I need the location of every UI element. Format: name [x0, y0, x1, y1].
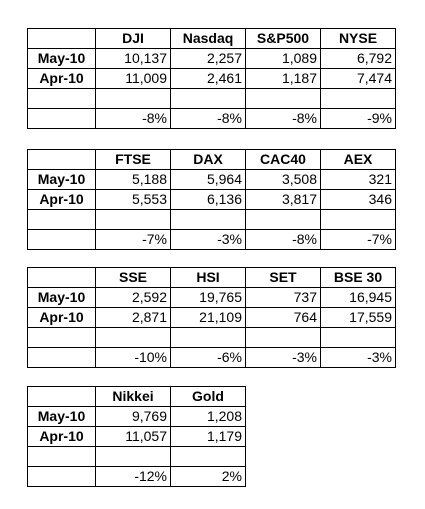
us-indices-table [27, 28, 396, 129]
column-header: AEX [321, 150, 396, 170]
value-cell: 1,089 [246, 49, 321, 69]
empty-cell [246, 89, 321, 109]
empty-cell [171, 89, 246, 109]
change-cell: -3% [321, 348, 396, 368]
row-label: May-10 [28, 407, 96, 427]
change-row [28, 230, 396, 250]
value-cell: 3,508 [246, 170, 321, 190]
change-cell: -8% [246, 109, 321, 129]
value-cell: 11,057 [96, 427, 171, 447]
row-label: Apr-10 [28, 308, 96, 328]
europe-indices-table [27, 149, 396, 250]
change-cell: -7% [96, 230, 171, 250]
column-header: DAX [171, 150, 246, 170]
table-row [28, 170, 396, 190]
value-cell: 10,137 [96, 49, 171, 69]
asia-indices-table [27, 267, 396, 368]
change-row [28, 348, 396, 368]
row-label: May-10 [28, 288, 96, 308]
row-label: Apr-10 [28, 69, 96, 89]
column-header: SSE [96, 268, 171, 288]
column-header: FTSE [96, 150, 171, 170]
column-header: NYSE [321, 29, 396, 49]
value-cell: 1,179 [171, 427, 246, 447]
empty-cell [28, 210, 96, 230]
table-row [28, 190, 396, 210]
change-row [28, 109, 396, 129]
empty-cell [96, 447, 171, 467]
value-cell: 2,592 [96, 288, 171, 308]
change-cell: -8% [171, 109, 246, 129]
column-header: SET [246, 268, 321, 288]
value-cell: 737 [246, 288, 321, 308]
value-cell: 764 [246, 308, 321, 328]
corner-cell [28, 268, 96, 288]
value-cell: 2,461 [171, 69, 246, 89]
empty-cell [321, 89, 396, 109]
table-row [28, 288, 396, 308]
value-cell: 5,964 [171, 170, 246, 190]
column-header: Gold [171, 387, 246, 407]
corner-cell [28, 387, 96, 407]
empty-cell [246, 210, 321, 230]
value-cell: 346 [321, 190, 396, 210]
value-cell: 11,009 [96, 69, 171, 89]
change-row [28, 467, 246, 487]
blank-row [28, 210, 396, 230]
empty-cell [171, 447, 246, 467]
nikkei-gold-table [27, 386, 246, 487]
empty-cell [28, 109, 96, 129]
empty-cell [28, 230, 96, 250]
blank-row [28, 89, 396, 109]
header-row [28, 150, 396, 170]
column-header: S&P500 [246, 29, 321, 49]
change-cell: -10% [96, 348, 171, 368]
empty-cell [28, 348, 96, 368]
table-row [28, 427, 246, 447]
column-header: CAC40 [246, 150, 321, 170]
empty-cell [171, 210, 246, 230]
change-cell: -8% [96, 109, 171, 129]
row-label: Apr-10 [28, 427, 96, 447]
blank-row [28, 447, 246, 467]
table-row [28, 308, 396, 328]
column-header: BSE 30 [321, 268, 396, 288]
value-cell: 6,136 [171, 190, 246, 210]
empty-cell [321, 328, 396, 348]
header-row [28, 268, 396, 288]
empty-cell [171, 328, 246, 348]
change-cell: -3% [171, 230, 246, 250]
value-cell: 5,553 [96, 190, 171, 210]
column-header: DJI [96, 29, 171, 49]
change-cell: -7% [321, 230, 396, 250]
row-label: May-10 [28, 170, 96, 190]
row-label: Apr-10 [28, 190, 96, 210]
change-cell: -9% [321, 109, 396, 129]
value-cell: 19,765 [171, 288, 246, 308]
empty-cell [246, 328, 321, 348]
empty-cell [96, 328, 171, 348]
column-header: Nikkei [96, 387, 171, 407]
value-cell: 9,769 [96, 407, 171, 427]
value-cell: 21,109 [171, 308, 246, 328]
empty-cell [28, 89, 96, 109]
change-cell: -3% [246, 348, 321, 368]
value-cell: 1,208 [171, 407, 246, 427]
empty-cell [321, 210, 396, 230]
change-cell: -12% [96, 467, 171, 487]
value-cell: 6,792 [321, 49, 396, 69]
empty-cell [96, 210, 171, 230]
empty-cell [28, 447, 96, 467]
header-row [28, 29, 396, 49]
value-cell: 321 [321, 170, 396, 190]
value-cell: 2,257 [171, 49, 246, 69]
value-cell: 2,871 [96, 308, 171, 328]
table-row [28, 49, 396, 69]
value-cell: 7,474 [321, 69, 396, 89]
value-cell: 16,945 [321, 288, 396, 308]
value-cell: 3,817 [246, 190, 321, 210]
change-cell: -6% [171, 348, 246, 368]
empty-cell [28, 328, 96, 348]
corner-cell [28, 150, 96, 170]
value-cell: 1,187 [246, 69, 321, 89]
column-header: Nasdaq [171, 29, 246, 49]
change-cell: 2% [171, 467, 246, 487]
empty-cell [96, 89, 171, 109]
table-row [28, 69, 396, 89]
table-row [28, 407, 246, 427]
corner-cell [28, 29, 96, 49]
column-header: HSI [171, 268, 246, 288]
value-cell: 5,188 [96, 170, 171, 190]
empty-cell [28, 467, 96, 487]
row-label: May-10 [28, 49, 96, 69]
header-row [28, 387, 246, 407]
value-cell: 17,559 [321, 308, 396, 328]
blank-row [28, 328, 396, 348]
change-cell: -8% [246, 230, 321, 250]
